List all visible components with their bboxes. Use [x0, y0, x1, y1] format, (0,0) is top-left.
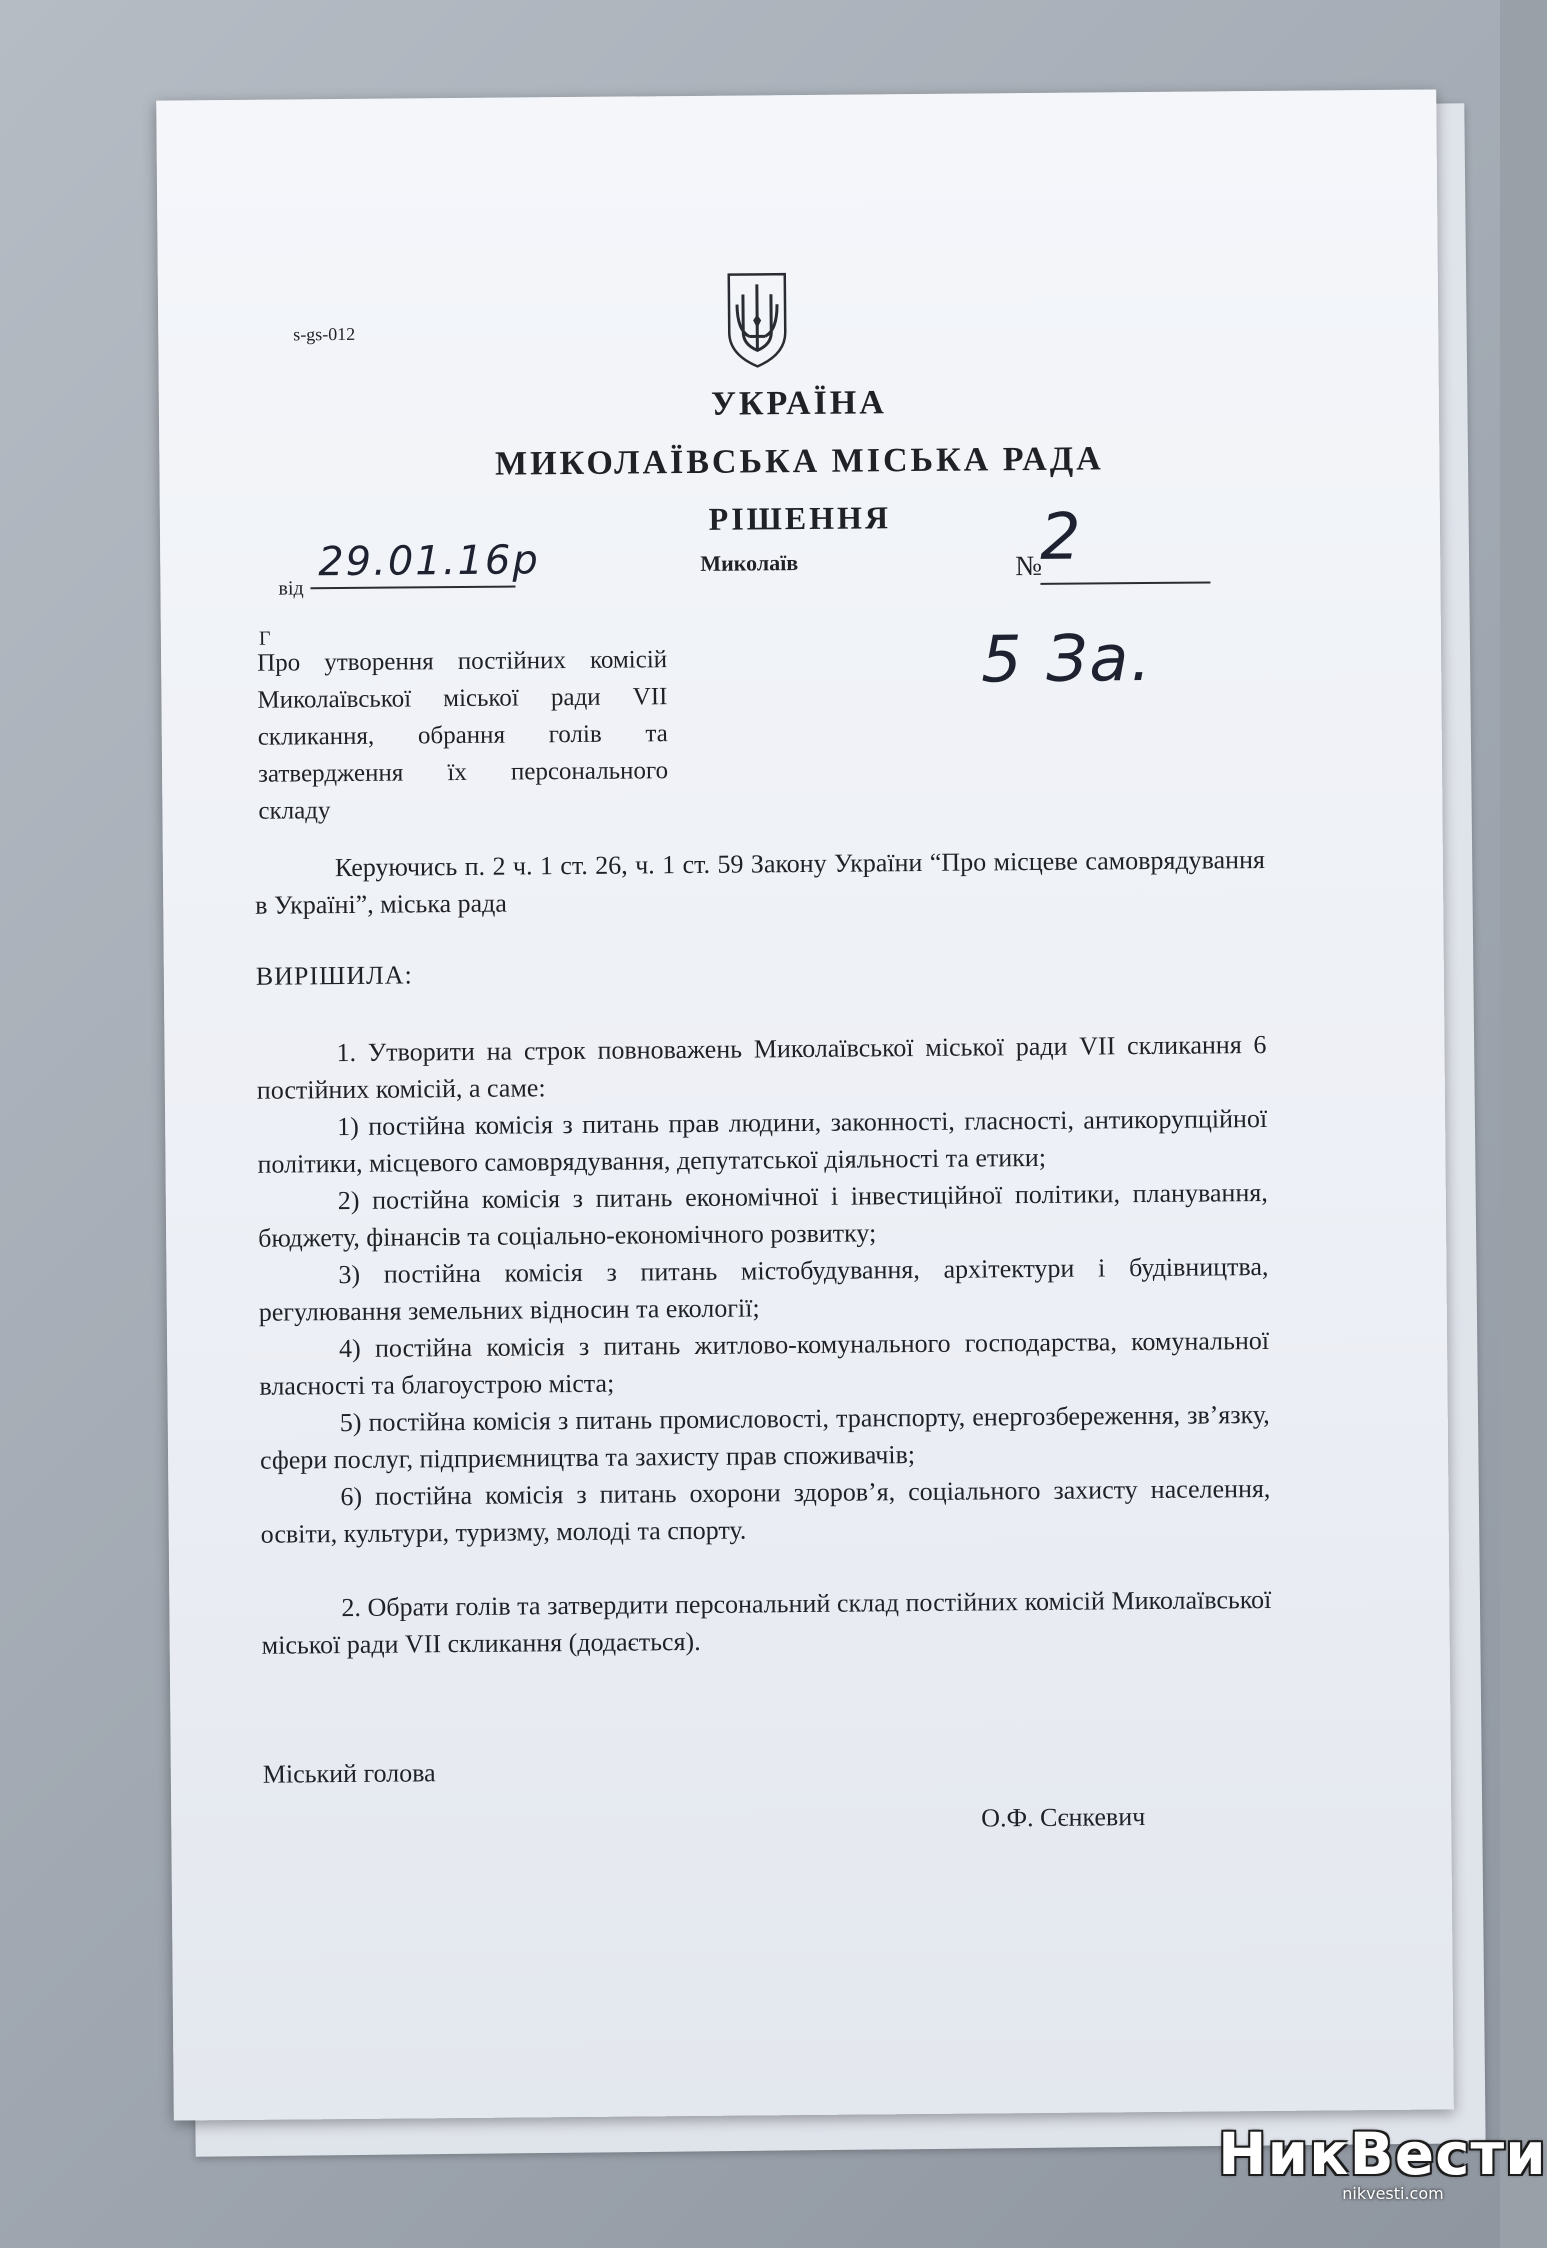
- point-1-intro: 1. Утворити на строк повноважень Миколаївської міської ради VII скликання 6 постійних комісій, а саме:: [256, 1029, 1267, 1105]
- subject-corner-mark: Г: [258, 627, 271, 650]
- point-2-paragraph: 2. Обрати голів та затвердити персональний склад постійних комісій Миколаївської міської ради VII скликання (додається).: [261, 1584, 1272, 1660]
- list-item: 2) постійна комісія з питань економічної і інвестиційної політики, планування, бюджету, фінансів та соціально-економічного розвитку;: [258, 1177, 1268, 1253]
- handwritten-number: 2: [1039, 500, 1082, 575]
- country-heading: УКРАЇНА: [710, 384, 887, 423]
- signature-name: О.Ф. Сєнкевич: [981, 1802, 1146, 1833]
- handwritten-vote-note: 5 За.: [980, 621, 1154, 698]
- council-heading: МИКОЛАЇВСЬКА МІСЬКА РАДА: [494, 440, 1104, 483]
- number-sign: №: [1015, 550, 1043, 583]
- list-item: 5) постійна комісія з питань промисловості, транспорту, енергозбереження, зв’язку, сфери послуг, підприємництва та захисту прав споживачів;: [259, 1399, 1270, 1475]
- city-name: Миколаїв: [700, 550, 799, 576]
- nikvesti-watermark: [1218, 2120, 1547, 2240]
- preamble-paragraph: Керуючись п. 2 ч. 1 ст. 26, ч. 1 ст. 59 Закону України “Про місцеве самоврядування в Україні”, міська рада: [255, 844, 1266, 920]
- signature-title: Міський голова: [262, 1758, 436, 1789]
- watermark-logo: НикВести: [1218, 2120, 1547, 2188]
- date-prefix: від: [278, 577, 304, 600]
- decision-heading: РІШЕННЯ: [708, 499, 892, 537]
- point-1-block: [256, 1026, 1270, 1553]
- list-item: 3) постійна комісія з питань містобудування, архітектури і будівництва, регулювання земельних відносин та екології;: [258, 1251, 1269, 1327]
- list-item: 6) постійна комісія з питань охорони здоров’я, соціального захисту населення, освіти, культури, туризму, молоді та спорту.: [260, 1473, 1271, 1549]
- list-item: 1) постійна комісія з питань прав людини, законності, гласності, антикорупційної політики, місцевого самоврядування, депутатської діяльності та етики;: [257, 1103, 1268, 1179]
- number-underline: [1040, 581, 1210, 584]
- document-page: [156, 89, 1454, 2120]
- document-code: s-gs-012: [293, 323, 356, 345]
- handwritten-date: 29.01.16р: [318, 537, 540, 586]
- list-item: 4) постійна комісія з питань житлово-комунального господарства, комунальної власності та благоустрою міста;: [259, 1325, 1270, 1401]
- watermark-site: nikvesti.com: [1342, 2184, 1444, 2203]
- resolved-heading: ВИРІШИЛА:: [255, 960, 413, 991]
- date-underline: [310, 586, 515, 590]
- trident-emblem-icon: [723, 270, 792, 371]
- decision-subject: Про утворення постійних комісій Миколаївської міської ради VII скликання, обрання голів та затвердження їх персонального складу: [257, 646, 669, 825]
